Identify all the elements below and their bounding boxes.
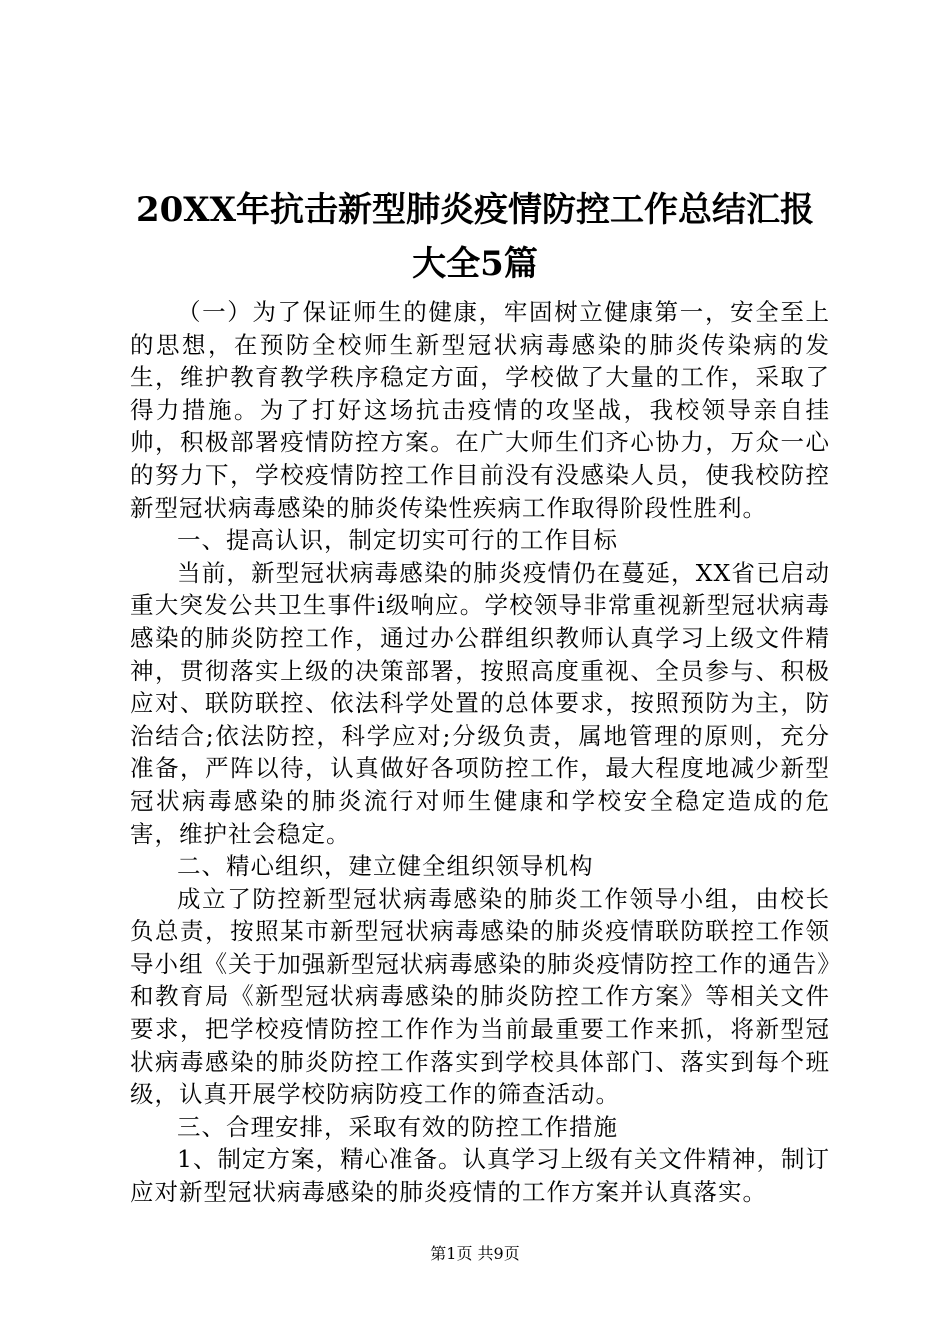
intro-paragraph: （一）为了保证师生的健康，牢固树立健康第一，安全至上的思想，在预防全校师生新型冠状病毒感染的肺炎传染病的发生，维护教育教学秩序稳定方面，学校做了大量的工作，采取了得力措施。为了打好这场抗击疫情的攻坚战，我校领导亲自挂帅，积极部署疫情防控方案。在广大师生们齐心协力，万众一心的努力下，学校疫情防控工作目前没有没感染人员，使我校防控新型冠状病毒感染的肺炎传染性疾病工作取得阶段性胜利。 — [130, 298, 830, 522]
section-item-1: 1、制定方案，精心准备。认真学习上级有关文件精神，制订应对新型冠状病毒感染的肺炎疫情的工作方案并认真落实。 — [130, 1145, 830, 1207]
section-body-1: 当前，新型冠状病毒感染的肺炎疫情仍在蔓延，XX省已启动重大突发公共卫生事件ⅰ级响应。学校领导非常重视新型冠状病毒感染的肺炎防控工作，通过办公群组织教师认真学习上级文件精神，贯彻落实上级的决策部署，按照高度重视、全员参与、积极应对、联防联控、依法科学处置的总体要求，按照预防为主，防治结合;依法防控，科学应对;分级负责，属地管理的原则，充分准备，严阵以待，认真做好各项防控工作，最大程度地减少新型冠状病毒感染的肺炎流行对师生健康和学校安全稳定造成的危害，维护社会稳定。 — [130, 558, 830, 848]
document-title-line1: 20XX年抗击新型肺炎疫情防控工作总结汇报 — [135, 190, 815, 230]
document-title-line2: 大全5篇 — [412, 244, 538, 284]
page-footer: 第1页 共9页 — [430, 1244, 520, 1263]
document-body — [130, 296, 830, 1209]
section-body-2: 成立了防控新型冠状病毒感染的肺炎工作领导小组，由校长负总责，按照某市新型冠状病毒感染的肺炎疫情联防联控工作领导小组《关于加强新型冠状病毒感染的肺炎疫情防控工作的通告》和教育局《新型冠状病毒感染的肺炎防控工作方案》等相关文件要求，把学校疫情防控工作作为当前最重要工作来抓，将新型冠状病毒感染的肺炎防控工作落实到学校具体部门、落实到每个班级，认真开展学校防病防疫工作的筛查活动。 — [130, 884, 830, 1109]
section-heading-1: 一、提高认识，制定切实可行的工作目标 — [177, 526, 618, 555]
section-heading-2: 二、精心组织，建立健全组织领导机构 — [177, 852, 594, 881]
section-heading-3: 三、合理安排，采取有效的防控工作措施 — [177, 1112, 618, 1141]
